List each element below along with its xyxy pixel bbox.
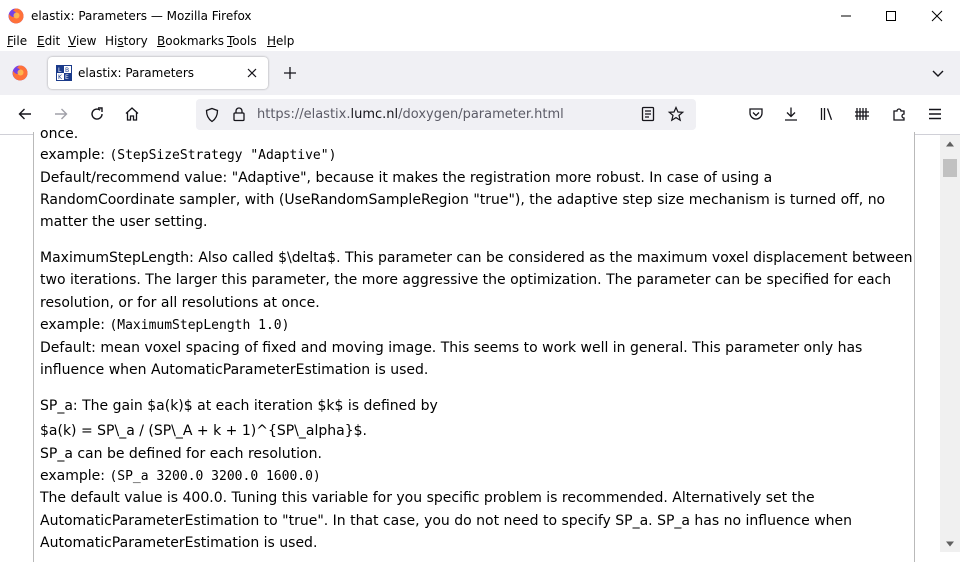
bookmark-star-icon[interactable]	[668, 106, 684, 126]
triangle-up-icon	[945, 140, 955, 148]
code-sample: (StepSizeStrategy "Adaptive")	[109, 148, 337, 163]
title-bar	[0, 0, 960, 31]
url-bar[interactable]	[196, 99, 696, 130]
minimize-button[interactable]	[823, 0, 869, 31]
shield-icon[interactable]	[204, 107, 220, 127]
back-button[interactable]	[11, 100, 39, 128]
hamburger-menu-icon	[927, 106, 943, 122]
example-line: example: (MaximumStepLength 1.0)	[40, 317, 290, 333]
vertical-scrollbar[interactable]	[940, 135, 960, 552]
text-line: The default value is 400.0. Tuning this variable for you specific problem is recommended. Alternatively set the	[40, 490, 815, 506]
menu-file[interactable]: File	[7, 34, 28, 48]
triangle-down-icon	[945, 540, 955, 548]
forward-button[interactable]	[47, 100, 75, 128]
forward-arrow-icon	[53, 106, 69, 122]
lock-icon[interactable]	[231, 106, 247, 126]
text-line: matter the user setting.	[40, 214, 208, 230]
window-title: elastix: Parameters — Mozilla Firefox	[31, 9, 252, 23]
code-sample: (SP_a 3200.0 3200.0 1600.0)	[109, 469, 321, 484]
list-all-tabs-button[interactable]	[928, 63, 948, 83]
menu-history[interactable]: History	[105, 34, 148, 48]
text-line: SP_a: The gain $a(k)$ at each iteration $k$ is defined by	[40, 398, 438, 414]
scroll-up-button[interactable]	[940, 135, 960, 152]
plus-icon	[283, 66, 297, 80]
scroll-down-button[interactable]	[940, 535, 960, 552]
close-window-button[interactable]	[914, 0, 960, 31]
text-line: influence when AutomaticParameterEstimation is used.	[40, 362, 429, 378]
library-button[interactable]	[813, 100, 841, 128]
text-line: AutomaticParameterEstimation is used.	[40, 535, 318, 551]
navigation-toolbar	[0, 95, 960, 135]
maximize-icon	[885, 10, 897, 22]
home-button[interactable]	[118, 100, 146, 128]
library-icon	[819, 106, 835, 122]
menu-edit[interactable]: Edit	[37, 34, 61, 48]
close-icon	[931, 10, 943, 22]
text-line: resolution, or for all resolutions at once.	[40, 295, 320, 311]
elastix-favicon-icon	[56, 65, 72, 81]
text-line: RandomCoordinate sampler, with (UseRandomSampleRegion "true"), the adaptive step size mechanism is turned off, no	[40, 192, 886, 208]
svg-text:K: K	[58, 74, 62, 81]
menu-tools[interactable]: Tools	[227, 34, 257, 48]
close-icon	[247, 68, 257, 78]
text-line: Default/recommend value: "Adaptive", because it makes the registration more robust. In case of using a	[40, 170, 773, 186]
minimize-icon	[840, 10, 852, 22]
text-line: two iterations. The larger this parameter, the more aggressive the optimization. The parameter can be specified for each	[40, 272, 892, 288]
reload-button[interactable]	[83, 100, 111, 128]
text-line: AutomaticParameterEstimation to "true". In that case, you do not need to specify SP_a. SP_a has no influence when	[40, 513, 853, 529]
svg-text:L: L	[58, 67, 62, 74]
tally-icon	[854, 106, 870, 122]
document-body	[33, 126, 915, 562]
firefox-icon	[8, 8, 24, 24]
code-sample: (MaximumStepLength 1.0)	[109, 318, 290, 333]
menu-view[interactable]: View	[68, 34, 97, 48]
menu-bar	[0, 31, 960, 51]
firefox-view-icon[interactable]	[12, 65, 28, 81]
tab-close-button[interactable]	[244, 65, 260, 81]
chevron-down-icon	[931, 66, 945, 80]
text-line: Default: mean voxel spacing of fixed and moving image. This seems to work well in general. This parameter only has	[40, 340, 863, 356]
menu-help[interactable]: Help	[267, 34, 295, 48]
scrollbar-thumb[interactable]	[943, 159, 957, 177]
tab-elastix-parameters[interactable]	[48, 57, 268, 89]
maximize-button[interactable]	[868, 0, 914, 31]
url-text[interactable]: https://elastix.lumc.nl/doxygen/parameter.html	[257, 107, 564, 122]
puzzle-icon	[891, 106, 907, 122]
pocket-button[interactable]	[742, 100, 770, 128]
example-line: example: (SP_a 3200.0 3200.0 1600.0)	[40, 468, 321, 484]
example-line: example: (StepSizeStrategy "Adaptive")	[40, 147, 337, 163]
extensions-button[interactable]	[885, 100, 913, 128]
extension-button[interactable]	[848, 100, 876, 128]
text-line: MaximumStepLength: Also called $\delta$. This parameter can be considered as the maximum voxel displacement between	[40, 250, 913, 266]
page-content[interactable]	[0, 126, 960, 552]
text-line: $a(k) = SP\_a / (SP\_A + k + 1)^{SP\_alpha}$.	[40, 423, 367, 439]
reader-view-icon[interactable]	[640, 106, 656, 126]
tab-strip	[0, 51, 960, 95]
downloads-button[interactable]	[777, 100, 805, 128]
svg-text:E: E	[65, 74, 69, 81]
reload-icon	[89, 106, 105, 122]
text-line: SP_a can be defined for each resolution.	[40, 446, 322, 462]
pocket-icon	[748, 106, 764, 122]
new-tab-button[interactable]	[280, 63, 300, 83]
back-arrow-icon	[17, 106, 33, 122]
home-icon	[124, 106, 140, 122]
menu-bookmarks[interactable]: Bookmarks	[157, 34, 225, 48]
download-icon	[783, 106, 799, 122]
tab-title: elastix: Parameters	[78, 66, 195, 80]
svg-text:B: B	[65, 67, 70, 74]
app-menu-button[interactable]	[921, 100, 949, 128]
text-line: once.	[40, 126, 79, 142]
